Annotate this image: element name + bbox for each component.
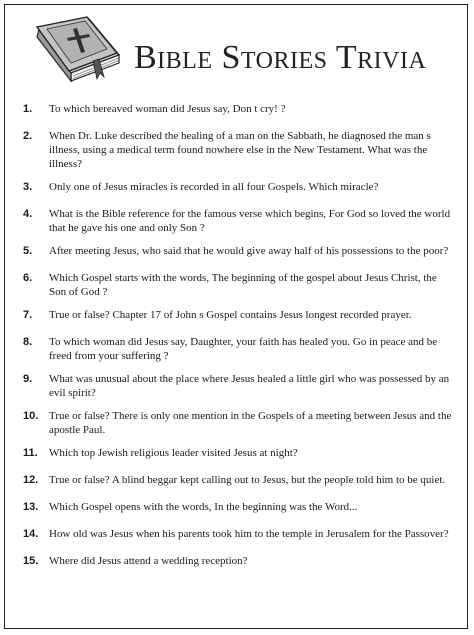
question-text: To which woman did Jesus say, Daughter, your faith has healed you. Go in peace and be freed from your suffering ?: [49, 336, 438, 362]
question-item: [23, 372, 453, 400]
question-item: [23, 527, 453, 541]
question-text: What is the Bible reference for the famous verse which begins, For God so loved the world that he gave his one and only Son ?: [49, 208, 451, 234]
question-number: 14.: [23, 528, 39, 540]
question-text: Only one of Jesus miracles is recorded in all four Gospels. Which miracle?: [49, 181, 379, 193]
question-item: [23, 207, 453, 235]
question-number: 3.: [23, 181, 33, 193]
bible-book-icon: [27, 15, 125, 89]
question-item: [23, 446, 453, 460]
question-text: Where did Jesus attend a wedding reception?: [49, 555, 248, 567]
question-item: [23, 271, 453, 299]
question-text: What was unusual about the place where Jesus healed a little girl who was possessed by an evil spirit?: [49, 373, 450, 399]
question-number: 15.: [23, 555, 39, 567]
question-number: 1.: [23, 103, 33, 115]
question-number: 7.: [23, 309, 33, 321]
question-number: 6.: [23, 272, 33, 284]
question-number: 8.: [23, 336, 33, 348]
question-text: When Dr. Luke described the healing of a man on the Sabbath, he diagnosed the man s illness, using a medical term found nowhere else in the New Testament. What was the illness?: [49, 130, 431, 170]
question-item: [23, 554, 453, 568]
header: [17, 13, 457, 89]
question-number: 2.: [23, 130, 33, 142]
question-number: 12.: [23, 474, 39, 486]
page-title: Bible Stories Trivia: [134, 39, 427, 76]
question-item: [23, 102, 453, 116]
question-item: [23, 335, 453, 363]
question-list: [23, 102, 453, 581]
question-number: 9.: [23, 373, 33, 385]
question-number: 13.: [23, 501, 39, 513]
question-item: [23, 473, 453, 487]
question-number: 5.: [23, 245, 33, 257]
question-text: To which bereaved woman did Jesus say, Don t cry! ?: [49, 103, 286, 115]
question-text: How old was Jesus when his parents took him to the temple in Jerusalem for the Passover?: [49, 528, 449, 540]
trivia-sheet: [4, 4, 468, 629]
question-text: After meeting Jesus, who said that he would give away half of his possessions to the poor?: [49, 245, 449, 257]
question-text: Which top Jewish religious leader visited Jesus at night?: [49, 447, 298, 459]
question-text: True or false? A blind beggar kept calling out to Jesus, but the people told him to be quiet.: [49, 474, 446, 486]
question-item: [23, 308, 453, 322]
question-number: 10.: [23, 410, 39, 422]
question-text: Which Gospel starts with the words, The beginning of the gospel about Jesus Christ, the Son of God ?: [49, 272, 437, 298]
question-item: [23, 180, 453, 194]
question-number: 11.: [23, 447, 38, 459]
question-item: [23, 500, 453, 514]
question-item: [23, 409, 453, 437]
question-number: 4.: [23, 208, 33, 220]
question-item: [23, 129, 453, 171]
question-text: Which Gospel opens with the words, In the beginning was the Word...: [49, 501, 358, 513]
question-text: True or false? There is only one mention in the Gospels of a meeting between Jesus and the apostle Paul.: [49, 410, 452, 436]
question-text: True or false? Chapter 17 of John s Gospel contains Jesus longest recorded prayer.: [49, 309, 412, 321]
question-item: [23, 244, 453, 258]
